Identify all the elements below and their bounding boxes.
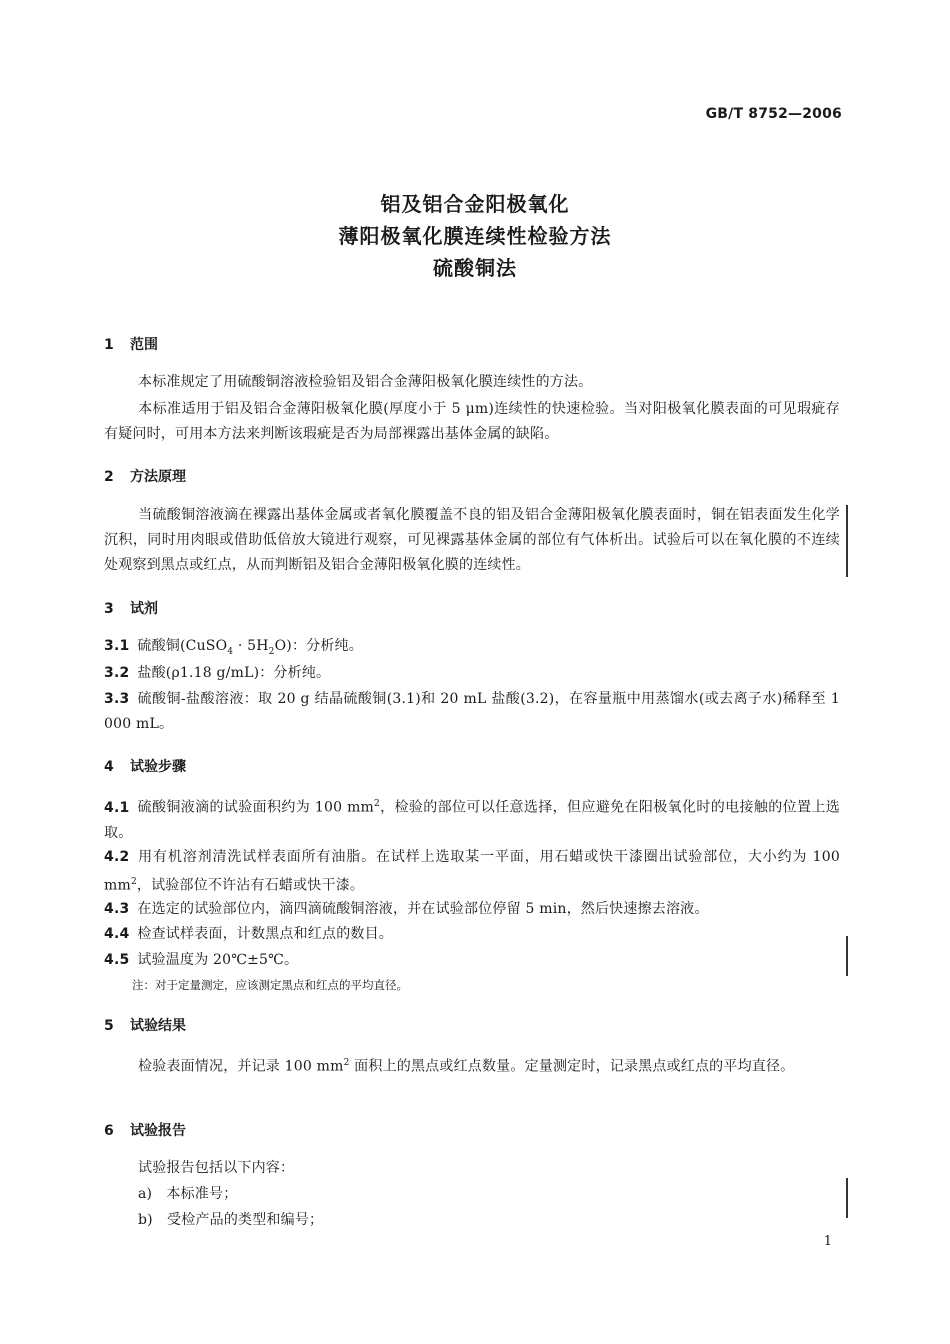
title-line-2: 薄阳极氧化膜连续性检验方法: [338, 224, 612, 248]
note: 注：对于定量测定，应该测定黑点和红点的平均直径。: [132, 978, 408, 992]
change-bar: [846, 1178, 848, 1218]
clause-3-1: 3.1 硫酸铜(CuSO$_4$ · $5H_2O$)：分析纯。: [104, 638, 363, 657]
clause-4-3: 4.3 在选定的试验部位内，滴四滴硫酸铜溶液，并在试验部位停留 5 min，然后快速擦去溶液。: [104, 901, 709, 917]
section-2-paragraph-1: 当硫酸铜溶液滴在裸露出基体金属或者氧化膜覆盖不良的铝及铝合金薄阳极氧化膜表面时，铜在铝表面发生化学沉积，同时用肉眼或借助低倍放大镜进行观察，可见裸露基体金属的部位有气体析出。试验后可以在氧化膜的不连续处观察到黑点或红点，从而判断铝及铝合金薄阳极氧化膜的连续性。: [104, 507, 840, 573]
section-1-paragraph-2: 本标准适用于铝及铝合金薄阳极氧化膜(厚度小于 5 μm)连续性的快速检验。当对阳极氧化膜表面的可见瑕疵存有疑问时，可用本方法来判断该瑕疵是否为局部裸露出基体金属的缺陷。: [104, 401, 840, 442]
clause-4-5: 4.5 试验温度为 20℃±5℃。: [104, 952, 299, 968]
section-title: 试验报告: [130, 1123, 186, 1139]
section-title: 范围: [130, 337, 158, 353]
section-2-heading: [104, 466, 186, 486]
clause-4-1: 4.1 硫酸铜液滴的试验面积约为 100 $mm^2$，检验的部位可以任意选择，但应避免在阳极氧化时的电接触的位置上选取。: [104, 799, 840, 841]
clause-3-2: 3.2 盐酸(ρ1.18 g/mL)：分析纯。: [104, 665, 331, 681]
section-title: 方法原理: [130, 469, 186, 485]
page-number: 1: [823, 1234, 832, 1249]
section-title: 试验结果: [130, 1018, 186, 1034]
section-number: 6: [104, 1123, 114, 1139]
section-title: 试验步骤: [130, 759, 186, 775]
standard-code: GB/T 8752—2006: [705, 106, 842, 122]
clause-4-4: 4.4 检查试样表面，计数黑点和红点的数目。: [104, 926, 394, 942]
title-line-1: 铝及铝合金阳极氧化: [380, 192, 570, 216]
section-1-heading: [104, 334, 158, 354]
section-title: 试剂: [130, 601, 158, 617]
section-1-paragraph-1: 本标准规定了用硫酸铜溶液检验铝及铝合金薄阳极氧化膜连续性的方法。: [138, 374, 593, 390]
title-line-3: 硫酸铜法: [433, 256, 517, 280]
section-3-heading: [104, 598, 158, 618]
section-6-intro: 试验报告包括以下内容：: [138, 1160, 295, 1176]
section-number: 5: [104, 1018, 114, 1034]
list-item-a: a) 本标准号；: [138, 1186, 238, 1202]
change-bar: [846, 505, 848, 577]
clause-4-2: 4.2 用有机溶剂清洗试样表面所有油脂。在试样上选取某一平面，用石蜡或快干漆圈出试验部位，大小约为 100 $mm^2$，试验部位不许沾有石蜡或快干漆。: [104, 849, 840, 894]
clause-3-3: 3.3 硫酸铜-盐酸溶液：取 20 g 结晶硫酸铜(3.1)和 20 mL 盐酸(3.2)，在容量瓶中用蒸馏水(或去离子水)稀释至 1 000 mL。: [104, 691, 840, 732]
section-5-paragraph-1: 检验表面情况，并记录 100 $mm^2$ 面积上的黑点或红点数量。定量测定时，记录黑点或红点的平均直径。: [138, 1058, 795, 1075]
section-number: 2: [104, 469, 114, 485]
section-number: 3: [104, 601, 114, 617]
section-number: 1: [104, 337, 114, 353]
section-number: 4: [104, 759, 114, 775]
section-6-heading: [104, 1120, 186, 1140]
change-bar: [846, 936, 848, 976]
document-title: [0, 188, 950, 284]
section-5-heading: [104, 1015, 186, 1035]
list-item-b: b) 受检产品的类型和编号；: [138, 1212, 324, 1228]
section-4-heading: [104, 756, 186, 776]
